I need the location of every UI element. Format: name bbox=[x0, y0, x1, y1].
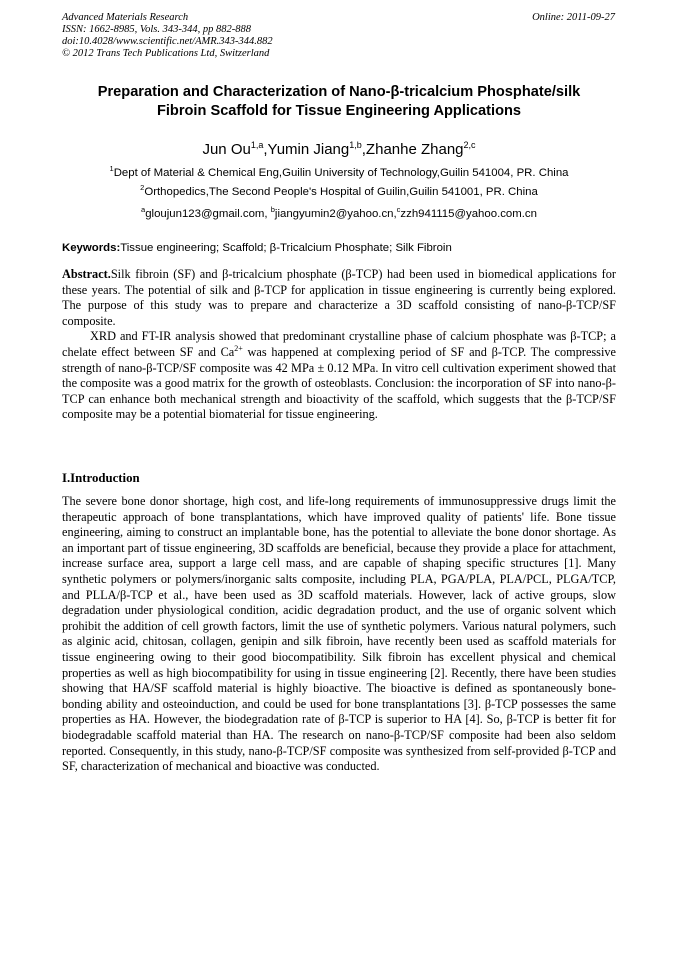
affiliation-2-sup: 2 bbox=[140, 183, 145, 192]
keywords-label: Keywords: bbox=[62, 242, 121, 254]
email-c-sup: c bbox=[396, 205, 401, 214]
introduction-body bbox=[62, 494, 616, 775]
keywords-text: Tissue engineering; Scaffold; β-Tricalcium Phosphate; Silk Fibroin bbox=[120, 242, 452, 254]
copyright-line: © 2012 Trans Tech Publications Ltd, Switzerland bbox=[62, 48, 270, 59]
abstract-p1-text: Silk fibroin (SF) and β-tricalcium phosphate (β-TCP) had been used in biomedical applications for these years. The potential of silk and β-TCP for application in tissue engineering is currently being explored. The purpose of this study was to prepare and characterize a 3D scaffold consisting of nano-β-TCP/SF composite. bbox=[62, 267, 616, 328]
email-list bbox=[0, 207, 678, 221]
journal-header bbox=[62, 12, 615, 60]
introduction-heading: I.Introduction bbox=[62, 471, 140, 485]
email-a-sup: a bbox=[141, 205, 146, 214]
affiliation-2-text: Orthopedics,The Second People's Hospital of Guilin,Guilin 541001, PR. China bbox=[144, 186, 538, 198]
title-line-2: Fibroin Scaffold for Tissue Engineering Applications bbox=[156, 103, 522, 119]
email-b-sup: b bbox=[270, 205, 275, 214]
online-date: Online: 2011-09-27 bbox=[532, 12, 615, 23]
abstract-p2-text-a: XRD and FT-IR analysis showed that predominant crystalline phase of calcium phosphate was β-TCP; a chelate effect between SF and Ca bbox=[62, 329, 616, 359]
calcium-charge-sup: 2+ bbox=[234, 343, 243, 353]
abstract bbox=[62, 267, 616, 423]
abstract-label: Abstract. bbox=[62, 267, 111, 281]
author-3: ,Zhanhe Zhang bbox=[361, 141, 464, 158]
abstract-paragraph-2 bbox=[62, 329, 616, 423]
title-line-1: Preparation and Characterization of Nano-β-tricalcium Phosphate/silk bbox=[97, 84, 581, 100]
issn-line: ISSN: 1662-8985, Vols. 343-344, pp 882-888 bbox=[62, 24, 251, 35]
affiliation-1 bbox=[0, 166, 678, 180]
journal-name: Advanced Materials Research bbox=[62, 12, 189, 23]
affiliation-1-text: Dept of Material & Chemical Eng,Guilin University of Technology,Guilin 541004, PR. China bbox=[113, 167, 569, 179]
author-1-sup: 1,a bbox=[250, 140, 264, 150]
affiliation-2 bbox=[0, 185, 678, 199]
email-a: gloujun123@gmail.com, bbox=[145, 208, 271, 220]
author-2-sup: 1,b bbox=[349, 140, 362, 150]
abstract-p2-text-b: was happened at complexing period of SF and β-TCP. The compressive strength of nano-β-TCP/SF composite was 42 MPa ± 0.12 MPa. In vitro cell cultivation experiment showed that the composite was a good matrix for the growth of osteoblasts. Conclusion: the incorporation of SF into nano-β-TCP can enhance both mechanical strength and bioactivity of the scaffold, which suggests that the β-TCP/SF composite may be a potential biomaterial for tissue engineering. bbox=[62, 344, 616, 422]
paper-title bbox=[40, 83, 638, 121]
author-3-sup: 2,c bbox=[463, 140, 476, 150]
author-1: Jun Ou bbox=[202, 141, 251, 158]
doi-line: doi:10.4028/www.scientific.net/AMR.343-344.882 bbox=[62, 36, 273, 47]
keywords bbox=[62, 241, 617, 255]
email-c: zzh941115@yahoo.com.cn bbox=[400, 208, 537, 220]
introduction-paragraph: The severe bone donor shortage, high cost, and life-long requirements of immunosuppressive drugs limit the therapeutic approach of bone transplantations, which have improved quality of patients' life. Bone tissue engineering, aiming to construct an implantable bone, has the potential to alleviate the bone donor shortage. As an important part of tissue engineering, 3D scaffolds are beneficial, because they provide a place for attachment, increase surface area, support a large cell mass, and are capable of shaping specific structures [1]. Many synthetic polymers or polymers/inorganic salts composite, including PLA, PGA/PLA, PLA/PCL, PLGA/TCP, and PLLA/β-TCP et al., have been used as 3D scaffold materials. However, lack of active groups, slow degradation under physiological condition, acidic degradation product, and the use of organic solvent which prohibit the addition of cell growth factors, limit the use of synthetic polymers. Various natural polymers, such as alginic acid, chitosan, collagen, genipin and silk fibroin, have recently been used as scaffold materials for tissue engineering owing to their good biocompatibility. Silk fibroin has excellent physical and chemical properties as well as high biocompatibility for using in tissue engineering [2]. Recently, there have been studies showing that HA/SF scaffold material is highly bioactive. The bioactive is defined as spontaneously bone-bonding ability and osteoinduction, and could be used for bone transplantations [3]. β-TCP possesses the same properties as HA. However, the biodegradation rate of β-TCP is superior to HA [4]. So, β-TCP is better fit for biodegradable scaffold material than HA. The research on nano-β-TCP/SF composite had been also seldom reported. Consequently, in this study, nano-β-TCP/SF composite was synthesized from self-provided β-TCP and SF, characterization of mechanical and bioactive was conducted. bbox=[62, 494, 616, 774]
author-2: ,Yumin Jiang bbox=[263, 141, 350, 158]
author-list bbox=[0, 141, 678, 159]
abstract-paragraph-1 bbox=[62, 267, 616, 329]
email-b: jiangyumin2@yahoo.cn, bbox=[274, 208, 397, 220]
affiliation-1-sup: 1 bbox=[109, 164, 114, 173]
